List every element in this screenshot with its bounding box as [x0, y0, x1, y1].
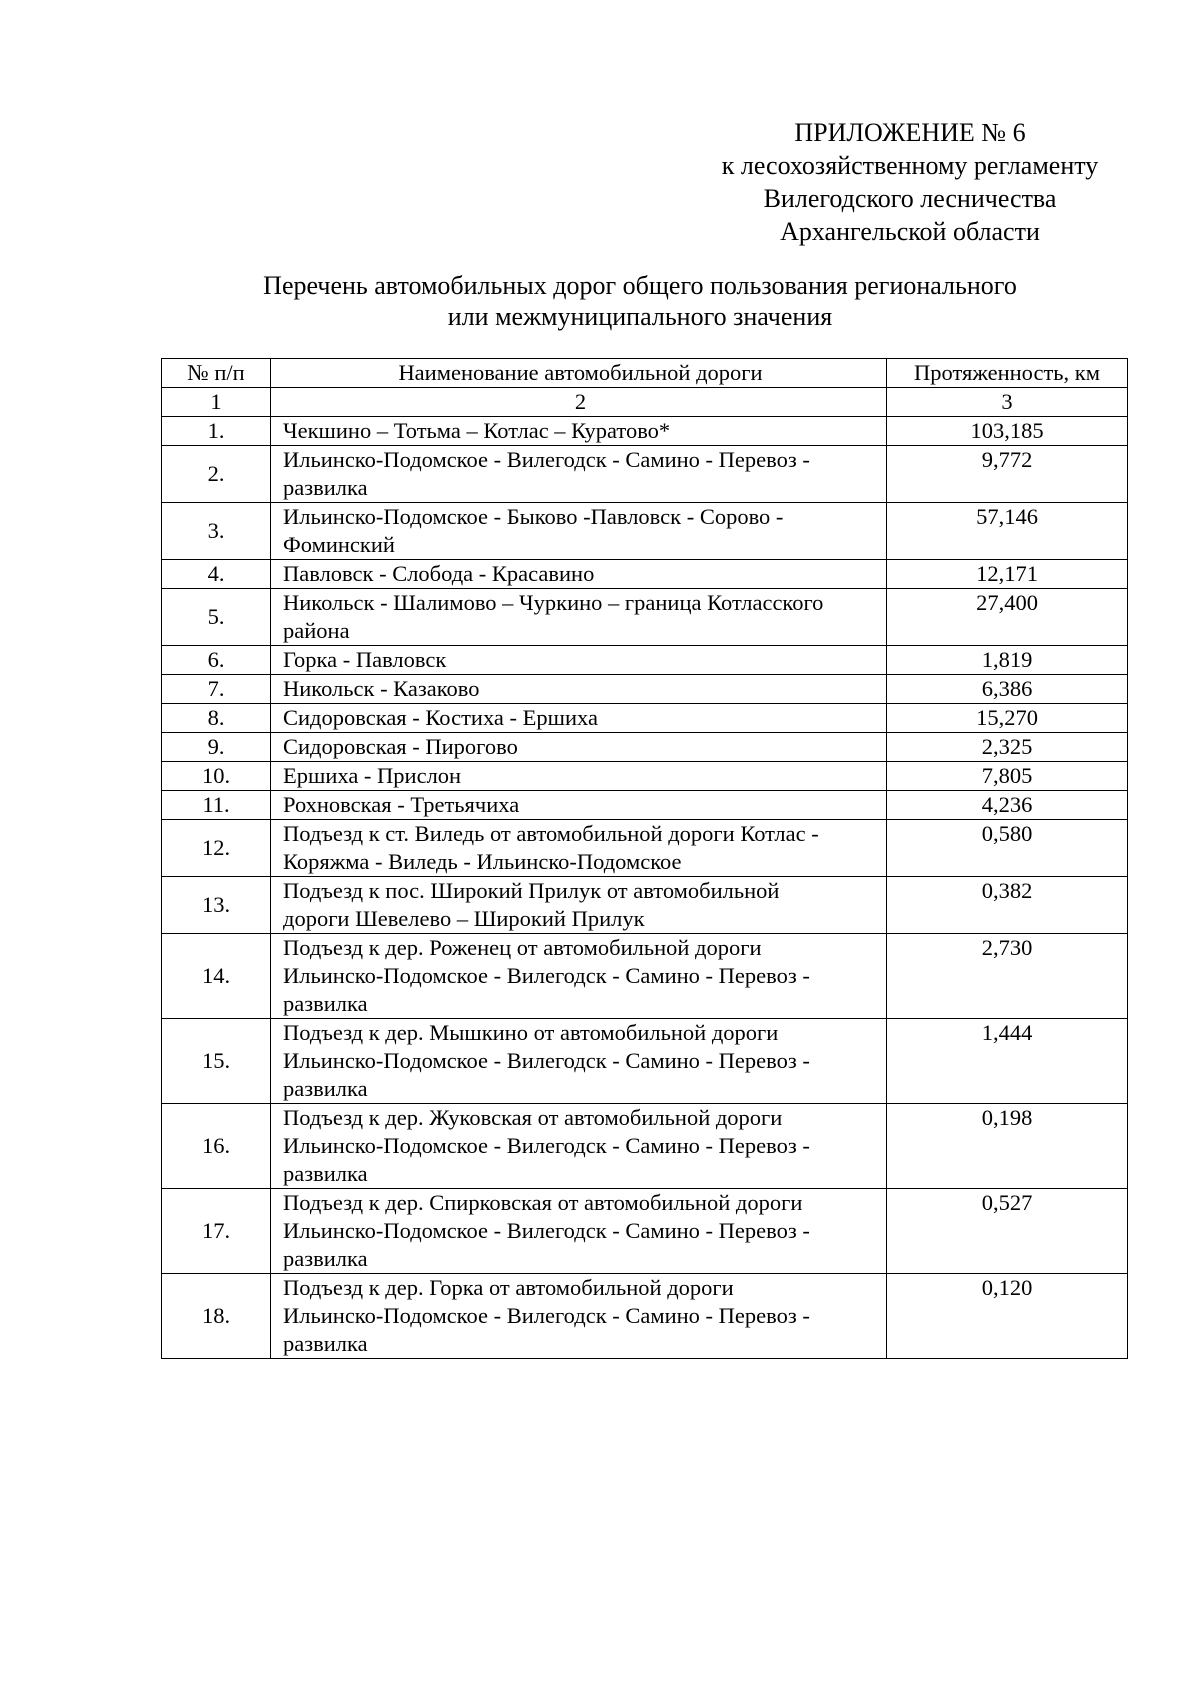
road-name-line: Ильинско-Подомское - Вилегодск - Самино - Перевоз -: [283, 1218, 810, 1243]
road-name-line: Рохновская - Третьячиха: [283, 792, 520, 817]
row-number: 12.: [162, 820, 271, 877]
road-name: [271, 820, 887, 877]
column-number: 1: [162, 388, 271, 417]
row-number: 15.: [162, 1019, 271, 1104]
road-name-line: Подъезд к дер. Спирковская от автомобильной дороги: [283, 1190, 803, 1215]
road-name-line: Фоминский: [283, 532, 395, 557]
appendix-ref-line: к лесохозяйственному регламенту: [721, 151, 1099, 180]
table-row: [162, 1274, 1128, 1359]
header-number: № п/п: [162, 359, 271, 388]
table-column-numbers-row: [162, 388, 1128, 417]
road-name-line: Ильинско-Подомское - Вилегодск - Самино - Перевоз -: [283, 963, 810, 988]
road-name: [271, 1189, 887, 1274]
road-name: [271, 589, 887, 646]
road-length: 0,580: [887, 820, 1128, 877]
road-length: 9,772: [887, 446, 1128, 503]
road-length: 1,819: [887, 646, 1128, 675]
road-name-line: Подъезд к дер. Горка от автомобильной дороги: [283, 1275, 734, 1300]
road-length: 0,527: [887, 1189, 1128, 1274]
table-row: [162, 646, 1128, 675]
table-row: [162, 1104, 1128, 1189]
road-name-line: Павловск - Слобода - Красавино: [283, 561, 595, 586]
table-header-row: [162, 359, 1128, 388]
road-name-line: Сидоровская - Костиха - Ершиха: [283, 705, 598, 730]
header-road-name: Наименование автомобильной дороги: [271, 359, 887, 388]
road-name-line: Ильинско-Подомское - Вилегодск - Самино - Перевоз -: [283, 1048, 810, 1073]
road-name: [271, 762, 887, 791]
road-length: 7,805: [887, 762, 1128, 791]
table-row: [162, 446, 1128, 503]
road-name: [271, 1019, 887, 1104]
row-number: 17.: [162, 1189, 271, 1274]
road-name: [271, 560, 887, 589]
road-name-line: развилка: [283, 1076, 368, 1101]
road-name-line: Коряжма - Виледь - Ильинско-Подомское: [283, 849, 682, 874]
road-name-line: Ильинско-Подомское - Быково -Павловск - Сорово -: [283, 504, 784, 529]
table-row: [162, 1189, 1128, 1274]
title-line: или межмуниципального значения: [447, 302, 833, 331]
road-length: 0,198: [887, 1104, 1128, 1189]
road-length: 6,386: [887, 675, 1128, 704]
road-name: [271, 417, 887, 446]
road-length: 4,236: [887, 791, 1128, 820]
road-name: [271, 503, 887, 560]
row-number: 2.: [162, 446, 271, 503]
road-name-line: дороги Шевелево – Широкий Прилук: [283, 906, 645, 931]
title-line: Перечень автомобильных дорог общего пользования регионального: [263, 271, 1017, 300]
road-name-line: Никольск - Шалимово – Чуркино – граница Котласского: [283, 590, 824, 615]
road-length: 15,270: [887, 704, 1128, 733]
row-number: 11.: [162, 791, 271, 820]
road-name: [271, 1104, 887, 1189]
road-name: [271, 1274, 887, 1359]
row-number: 10.: [162, 762, 271, 791]
road-name-line: Ильинско-Подомское - Вилегодск - Самино - Перевоз -: [283, 447, 810, 472]
road-name-line: развилка: [283, 1331, 368, 1356]
table-row: [162, 560, 1128, 589]
row-number: 7.: [162, 675, 271, 704]
road-name-line: Подъезд к ст. Виледь от автомобильной дороги Котлас -: [283, 821, 819, 846]
road-name-line: Ершиха - Прислон: [283, 763, 462, 788]
road-name-line: развилка: [283, 991, 368, 1016]
road-name: [271, 877, 887, 934]
table-row: [162, 503, 1128, 560]
row-number: 13.: [162, 877, 271, 934]
road-length: 103,185: [887, 417, 1128, 446]
roads-table: [161, 358, 1128, 1359]
appendix-number: ПРИЛОЖЕНИЕ № 6: [794, 118, 1026, 147]
road-name-line: Ильинско-Подомское - Вилегодск - Самино - Перевоз -: [283, 1303, 810, 1328]
appendix-header: [680, 116, 1140, 248]
appendix-ref-line: Вилегодского лесничества: [763, 184, 1057, 213]
road-name-line: Никольск - Казаково: [283, 676, 480, 701]
row-number: 18.: [162, 1274, 271, 1359]
row-number: 16.: [162, 1104, 271, 1189]
table-row: [162, 733, 1128, 762]
table-row: [162, 704, 1128, 733]
table-row: [162, 934, 1128, 1019]
row-number: 3.: [162, 503, 271, 560]
road-name-line: развилка: [283, 475, 368, 500]
table-row: [162, 675, 1128, 704]
road-length: 27,400: [887, 589, 1128, 646]
table-row: [162, 1019, 1128, 1104]
road-length: 0,382: [887, 877, 1128, 934]
road-length: 2,325: [887, 733, 1128, 762]
table-row: [162, 820, 1128, 877]
road-name: [271, 733, 887, 762]
road-name: [271, 646, 887, 675]
road-name-line: Подъезд к дер. Жуковская от автомобильной дороги: [283, 1105, 783, 1130]
road-name: [271, 675, 887, 704]
road-length: 0,120: [887, 1274, 1128, 1359]
table-row: [162, 762, 1128, 791]
road-length: 2,730: [887, 934, 1128, 1019]
row-number: 4.: [162, 560, 271, 589]
column-number: 2: [271, 388, 887, 417]
road-name-line: Горка - Павловск: [283, 647, 447, 672]
road-name-line: развилка: [283, 1246, 368, 1271]
road-name-line: Сидоровская - Пирогово: [283, 734, 518, 759]
road-name-line: Чекшино – Тотьма – Котлас – Куратово*: [283, 418, 671, 443]
road-name: [271, 704, 887, 733]
road-name-line: Подъезд к пос. Широкий Прилук от автомобильной: [283, 878, 780, 903]
row-number: 6.: [162, 646, 271, 675]
road-name-line: Подъезд к дер. Мышкино от автомобильной дороги: [283, 1020, 779, 1045]
road-name-line: развилка: [283, 1161, 368, 1186]
column-number: 3: [887, 388, 1128, 417]
row-number: 9.: [162, 733, 271, 762]
table-row: [162, 877, 1128, 934]
table-row: [162, 417, 1128, 446]
document-title: [160, 270, 1120, 332]
row-number: 5.: [162, 589, 271, 646]
row-number: 14.: [162, 934, 271, 1019]
row-number: 8.: [162, 704, 271, 733]
road-name: [271, 934, 887, 1019]
road-name-line: Ильинско-Подомское - Вилегодск - Самино - Перевоз -: [283, 1133, 810, 1158]
table-row: [162, 791, 1128, 820]
road-name-line: района: [283, 618, 350, 643]
table-row: [162, 589, 1128, 646]
appendix-ref-line: Архангельской области: [780, 217, 1040, 246]
road-length: 1,444: [887, 1019, 1128, 1104]
road-name-line: Подъезд к дер. Роженец от автомобильной дороги: [283, 935, 762, 960]
road-name: [271, 791, 887, 820]
road-length: 57,146: [887, 503, 1128, 560]
road-name: [271, 446, 887, 503]
road-length: 12,171: [887, 560, 1128, 589]
header-length: Протяженность, км: [887, 359, 1128, 388]
row-number: 1.: [162, 417, 271, 446]
